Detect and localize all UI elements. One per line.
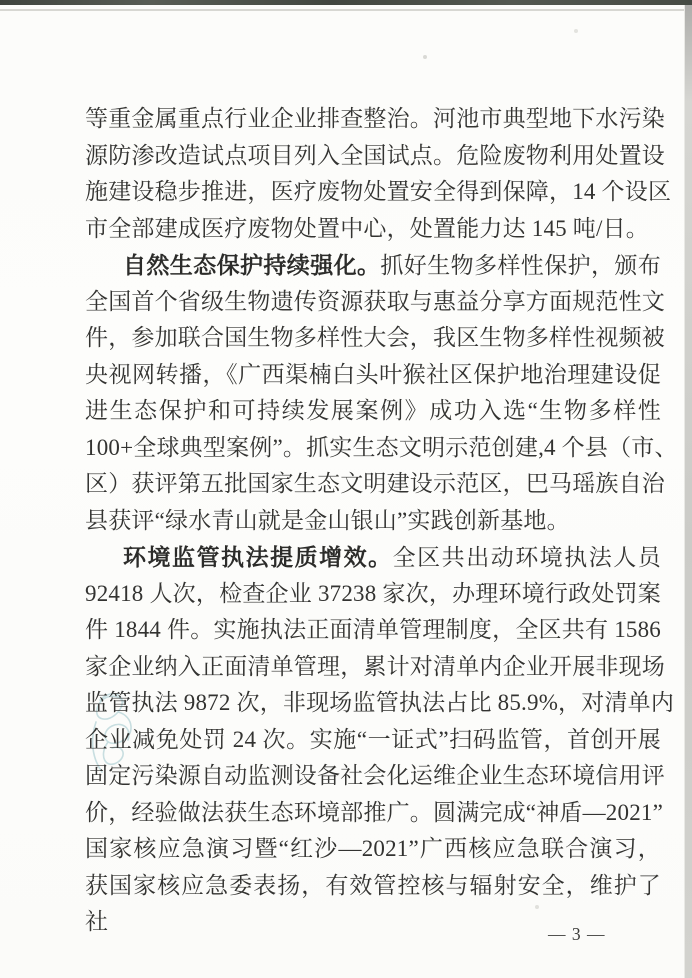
text-line [85,320,665,357]
paragraph-text: 源防渗改造试点项目列入全国试点。危险废物利用处置设 [85,142,665,168]
text-line [85,138,665,175]
paragraph-text: 92418 人次，检查企业 37238 家次，办理环境行政处罚案 [85,580,661,606]
text-line [85,430,678,467]
paragraph-text: 家企业纳入正面清单管理，累计对清单内企业开展非现场 [85,653,665,679]
page-edge-shadow [684,5,692,978]
text-line [85,466,665,503]
text-line [85,576,661,613]
text-line [85,831,661,868]
page-number: — 3 — [548,924,606,944]
text-line [85,357,661,394]
paragraph-text: 市全部建成医疗废物处置中心，处置能力达 145 吨/日。 [85,215,649,241]
text-line [85,211,661,248]
paragraph-text: 件 1844 件。实施执法正面清单管理制度，全区共有 1586 [85,617,661,642]
text-line [85,393,661,430]
text-line [85,101,665,138]
paragraph-text: 企业减免处罚 24 次。实施“一证式”扫码监管，首创开展 [85,726,661,752]
paragraph-text: 央视网转播，《广西渠楠白头叶猴社区保护地治理建设促 [85,361,661,387]
paragraph-text: 抓好生物多样性保护，颁布 [380,253,662,278]
paragraph-text: 全区共出动环境执法人员 [392,545,661,570]
text-line [85,539,661,576]
paragraph-text: 获国家核应急委表扬，有效管控核与辐射安全，维护了社 [85,872,661,934]
page-fold-line [0,9,692,11]
text-line [85,612,661,649]
paragraph-text: 全国首个省级生物遗传资源获取与惠益分享方面规范性文 [85,288,665,314]
paragraph-text: 区）获评第五批国家生态文明建设示范区，巴马瑶族自治 [85,471,665,496]
text-line [85,868,661,934]
paragraph-text: 施建设稳步推进，医疗废物处置安全得到保障，14 个设区 [85,179,672,204]
paragraph-text: 固定污染源自动监测设备社会化运维企业生态环境信用评 [85,763,665,788]
paragraph-text: 监管执法 9872 次，非现场监管执法占比 85.9%，对清单内 [85,690,675,715]
text-line [85,284,665,321]
paragraph-heading: 环境监管执法提质增效。 [123,544,393,570]
text-line [85,649,665,686]
paragraph-text: 国家核应急演习暨“红沙—2021”广西核应急联合演习， [85,836,661,861]
text-line [85,685,675,722]
text-line [85,174,672,211]
paragraph-heading: 自然生态保护持续强化。 [123,252,381,278]
text-line [85,503,661,540]
paragraph-text: 件，参加联合国生物多样性大会，我区生物多样性视频被 [85,325,665,350]
scan-specks [0,0,2,2]
paragraph-text: 价，经验做法获生态环境部推广。圆满完成“神盾—2021” [85,799,664,825]
paragraph-text: 100+全球典型案例”。抓实生态文明示范创建,4 个县（市、 [85,434,678,460]
scanner-edge-top [0,0,692,5]
text-block [85,101,678,934]
text-line [85,247,661,284]
text-line [85,722,661,759]
paragraph-text: 等重金属重点行业企业排查整治。河池市典型地下水污染 [85,106,665,131]
paragraph-text: 进生态保护和可持续发展案例》成功入选“生物多样性 [85,398,661,423]
text-line [85,795,664,832]
paragraph-text: 县获评“绿水青山就是金山银山”实践创新基地。 [85,507,570,533]
text-line [85,758,665,795]
